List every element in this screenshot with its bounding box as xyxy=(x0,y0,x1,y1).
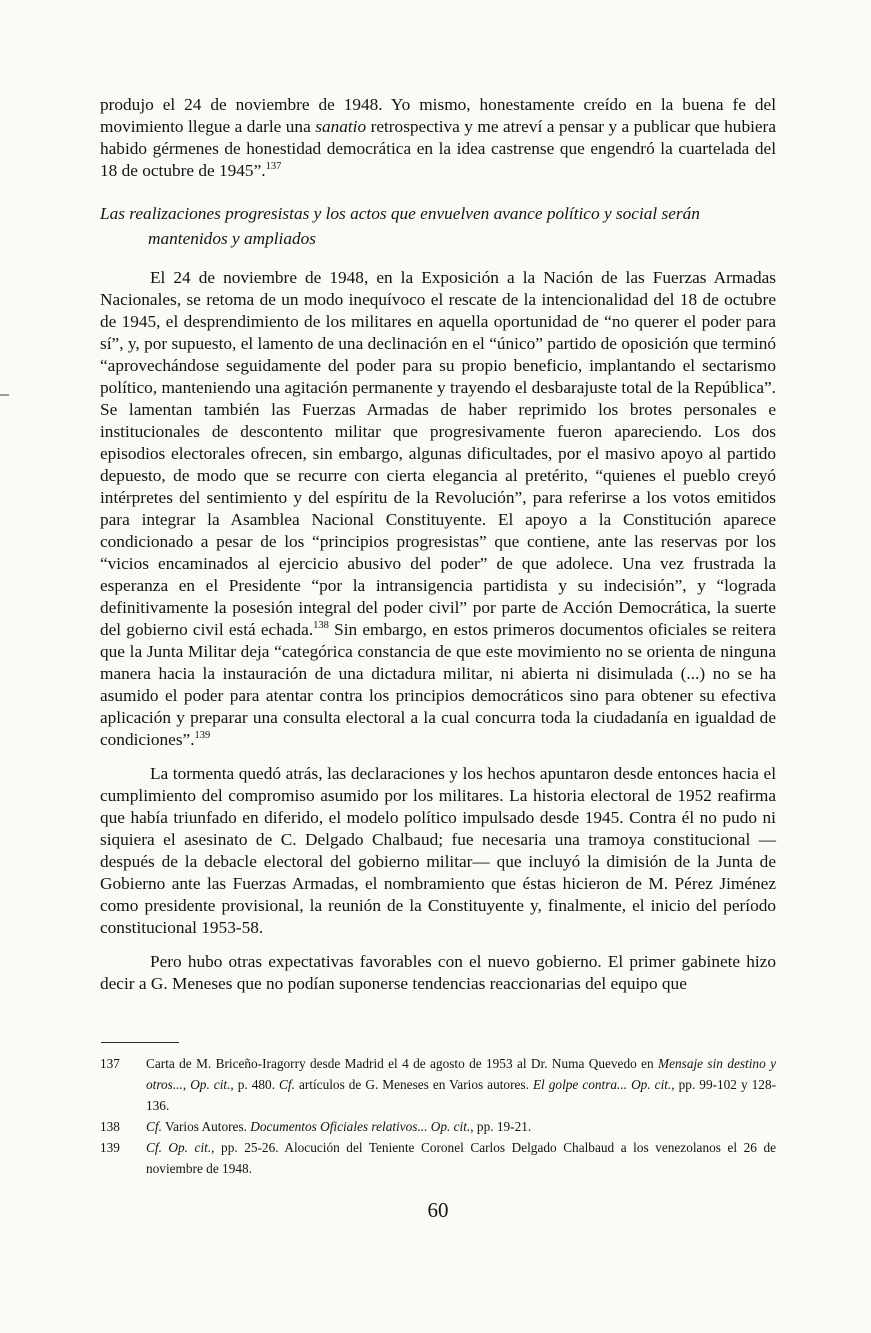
footnote-text xyxy=(146,1137,776,1179)
text-run: , pp. 25-26. Alocución del Teniente Coronel Carlos Delgado Chalbaud a los venezolanos el 26 de noviembre de 1948. xyxy=(146,1140,776,1176)
italic-term: sanatio xyxy=(315,117,367,136)
footnote-number: 139 xyxy=(100,1140,120,1155)
paragraph-continuation xyxy=(100,94,776,182)
footnote-ref-137: 137 xyxy=(265,161,282,173)
text-run: , pp. 99-102 y 128-136. xyxy=(146,1077,777,1113)
cited-work-title: Mensaje sin destino y otros... xyxy=(146,1056,776,1092)
cf-op-cit: Cf. Op. cit. xyxy=(146,1140,212,1155)
main-text-column xyxy=(100,94,776,1007)
footnote-ref-139: 139 xyxy=(194,730,211,742)
footnote-138 xyxy=(100,1116,776,1137)
text-run: , p. 480. xyxy=(230,1077,280,1092)
text-run: produjo el 24 de noviembre de 1948. Yo mismo, honestamente creído en la buena fe del movimiento llegue a darle una xyxy=(100,95,776,136)
text-run: retrospectiva y me atreví a pensar y a publicar que hubiera habido gérmenes de honestidad democrática en la idea castrense que engendró la cuartelada del 18 de octubre de 1945”. xyxy=(100,117,776,180)
scan-artifact-mark xyxy=(0,394,9,396)
cited-work-title: El golpe contra... xyxy=(532,1077,628,1092)
text-run: Sin embargo, en estos primeros documentos oficiales se reitera que la Junta Militar deja “categórica constancia de que este movimiento no se orienta de ninguna manera hacia la instauración de una dictadura militar, ni abierta ni disimulada (...) no se ha asumido el poder para atentar contra los principios democráticos sino para obtener su efectiva aplicación y preparar una consulta electoral a la cual concurra toda la ciudadanía en igualdad de condiciones”. xyxy=(100,620,777,749)
page-number: 60 xyxy=(427,1198,449,1222)
cf: Cf. xyxy=(146,1119,162,1134)
cf: Cf. xyxy=(279,1077,295,1092)
footnote-137 xyxy=(100,1053,776,1116)
text-run: El 24 de noviembre de 1948, en la Exposición a la Nación de las Fuerzas Armadas Nacionales, se retoma de un modo inequívoco el rescate de la intencionalidad del 18 de octubre de 1945, el desprendimiento de los militares en aquella oportunidad de “no querer el poder para sí”, y, por supuesto, el lamento de una declinación en el “único” partido de oposición que terminó “aprovechándose seguidamente del poder para su propio beneficio, implantando el sectarismo político, manteniendo una agitación permanente y trayendo el desbarajuste total de la República”. Se lamentan también las Fuerzas Armadas de haber reprimido los brotes personales e institucionales de descontento militar que progresivamente fueron apareciendo. Los dos episodios electorales ofrecen, sin embargo, algunas dificultades, por el masivo apoyo al partido depuesto, de modo que se recurre con cierta elegancia al pretérito, “quienes el pueblo creyó intérpretes del sentimiento y del espíritu de la Revolución”, para referirse a los votos emitidos para integrar la Asamblea Nacional Constituyente. El apoyo a la Constitución aparece condicionado a pesar de los “principios progresistas” que contiene, ante las reservas por los “vicios encaminados al ejercicio abusivo del poder” de que adolece. Una vez frustrada la esperanza en el Presidente “por la intransigencia partidista y su indecisión”, y “lograda definitivamente la posesión integral del poder civil” por parte de Acción Democrática, la suerte del gobierno civil está echada. xyxy=(100,268,776,639)
paragraph-tormenta: La tormenta quedó atrás, las declaraciones y los hechos apuntaron desde entonces hacia el cumplimiento del compromiso asumido por los militares. La historia electoral de 1952 reafirma que había triunfado en diferido, el modelo político impulsado desde 1945. Contra él no pudo ni siquiera el asesinato de C. Delgado Chalbaud; fue necesaria una tramoya constitucional —después de la debacle electoral del gobierno militar— que incluyó la dimisión de la Junta de Gobierno ante las Fuerzas Armadas, el nombramiento que éstas hicieron de M. Pérez Jiménez como presidente provisional, la reunión de la Constituyente y, finalmente, el inicio del período constitucional 1953-58. xyxy=(100,764,776,937)
footnote-text xyxy=(146,1116,776,1137)
text-run: artículos de G. Meneses en Varios autores. xyxy=(294,1077,533,1092)
footnote-number: 137 xyxy=(100,1056,120,1071)
footnote-139 xyxy=(100,1137,776,1179)
footnote-number: 138 xyxy=(100,1119,120,1134)
paragraph-gabinete: Pero hubo otras expectativas favorables con el nuevo gobierno. El primer gabinete hizo decir a G. Meneses que no podían suponerse tendencias reaccionarias del equipo que xyxy=(100,952,776,993)
section-heading: Las realizaciones progresistas y los actos que envuelven avance político y social serán mantenidos y ampliados xyxy=(100,204,700,248)
footnotes-section xyxy=(100,1042,776,1179)
cited-work-title: Documentos Oficiales relativos... Op. cit. xyxy=(250,1119,471,1134)
text-run: , pp. 19-21. xyxy=(470,1119,532,1134)
op-cit: Op. cit. xyxy=(190,1077,231,1092)
text-run: Varios Autores. xyxy=(161,1119,251,1134)
footnote-text xyxy=(146,1053,776,1116)
op-cit: Op. cit. xyxy=(631,1077,672,1092)
text-run: Carta de M. Briceño-Iragorry desde Madrid el 4 de agosto de 1953 al Dr. Numa Quevedo en xyxy=(146,1056,659,1071)
text-run: , xyxy=(182,1077,191,1092)
paragraph-exposicion xyxy=(100,267,776,751)
footnote-ref-138: 138 xyxy=(313,620,329,632)
footnote-separator-rule xyxy=(101,1042,179,1043)
